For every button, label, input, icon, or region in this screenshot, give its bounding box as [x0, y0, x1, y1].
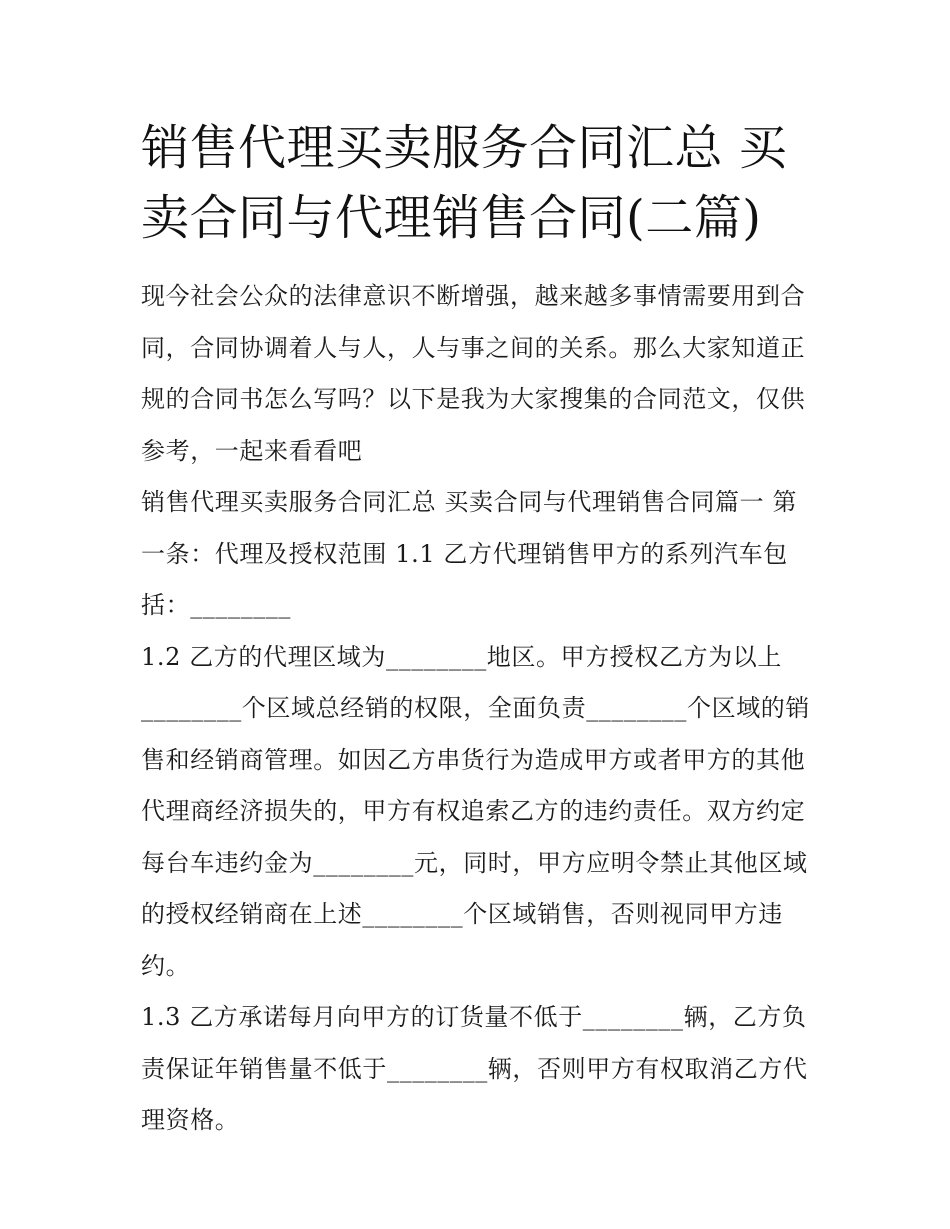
- document-page: [141, 113, 816, 1147]
- intro-paragraph: 现今社会公众的法律意识不断增强，越来越多事情需要用到合同，合同协调着人与人，人与事之间的关系。那么大家知道正规的合同书怎么写吗？以下是我为大家搜集的合同范文，仅供参考，一起来看看吧: [141, 282, 806, 465]
- document-body: [141, 271, 816, 1147]
- clause-1-3-paragraph: 1.3 乙方承诺每月向甲方的订货量不低于________辆，乙方负责保证年销售量不低于________辆，否则甲方有权取消乙方代理资格。: [141, 1003, 808, 1134]
- document-title: 销售代理买卖服务合同汇总 买卖合同与代理销售合同(二篇): [141, 120, 788, 246]
- clause-1-2-paragraph: 1.2 乙方的代理区域为________地区。甲方授权乙方为以上________个区域总经销的权限，全面负责________个区域的销售和经销商管理。如因乙方串货行为造成甲方或者甲方的其他代理商经济损失的，甲方有权追索乙方的违约责任。双方约定每台车违约金为________元，同时，甲方应明令禁止其他区域的授权经销商在上述________个区域销售，否则视同甲方违约。: [141, 642, 810, 980]
- clause-1-1-paragraph: 销售代理买卖服务合同汇总 买卖合同与代理销售合同篇一 第一条：代理及授权范围 1.1 乙方代理销售甲方的系列汽车包括：________: [141, 488, 798, 619]
